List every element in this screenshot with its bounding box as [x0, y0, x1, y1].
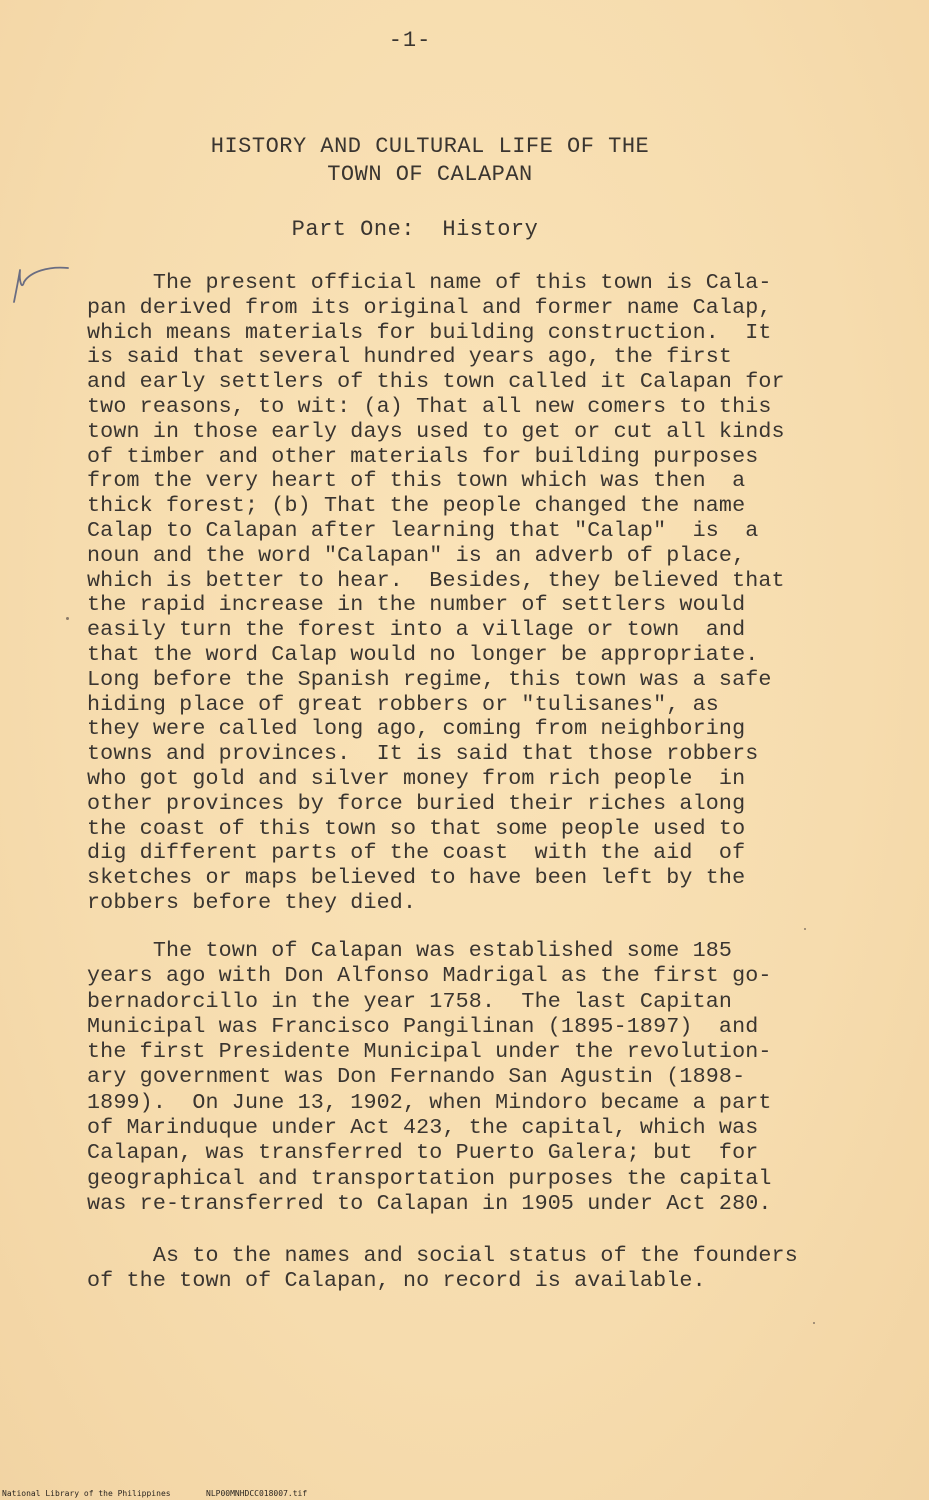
document-title: HISTORY AND CULTURAL LIFE OF THE TOWN OF CALAPAN	[210, 134, 650, 187]
paper-speck	[813, 1322, 815, 1324]
text-line: noun and the word "Calapan" is an adverb of place,	[87, 542, 746, 568]
footer-filename: NLP00MNHDCC018007.tif	[206, 1489, 308, 1498]
text-line: that the word Calap would no longer be appropriate.	[87, 641, 759, 667]
paragraph-3	[87, 1244, 798, 1294]
footer-library: National Library of the Philippines	[2, 1489, 171, 1498]
pencil-checkmark-icon	[8, 262, 72, 308]
text-line: easily turn the forest into a village or town and	[87, 617, 746, 643]
text-line: and early settlers of this town called it Calapan for	[87, 369, 785, 395]
text-line: who got gold and silver money from rich people in	[87, 765, 746, 791]
text-line: ary government was Don Fernando San Agustin (1898-	[87, 1064, 746, 1090]
text-line: town in those early days used to get or cut all kinds	[87, 418, 785, 444]
text-line: they were called long ago, coming from neighboring	[87, 716, 746, 742]
text-line: which is better to hear. Besides, they believed that	[87, 567, 785, 593]
text-line: The town of Calapan was established some 185	[87, 938, 733, 963]
text-line: dig different parts of the coast with the aid of	[87, 840, 746, 866]
text-line: the coast of this town so that some people used to	[87, 815, 746, 841]
text-line: was re-transferred to Calapan in 1905 under Act 280.	[87, 1190, 772, 1216]
text-line: robbers before they died.	[87, 889, 417, 915]
paper-speck	[66, 617, 69, 620]
text-line: of Marinduque under Act 423, the capital, which was	[87, 1115, 759, 1141]
text-line: The present official name of this town is Cala-	[87, 270, 772, 295]
text-line: the first Presidente Municipal under the revolution-	[87, 1039, 772, 1065]
text-line: bernadorcillo in the year 1758. The last Capitan	[87, 988, 733, 1014]
text-line: is said that several hundred years ago, the first	[87, 344, 733, 370]
text-line: As to the names and social status of the founders	[87, 1243, 798, 1268]
text-line: sketches or maps believed to have been left by the	[87, 865, 746, 891]
text-line: of the town of Calapan, no record is available.	[87, 1267, 706, 1293]
text-line: hiding place of great robbers or "tulisanes", as	[87, 691, 719, 717]
text-line: Calapan, was transferred to Puerto Galera; but for	[87, 1140, 759, 1166]
text-line: two reasons, to wit: (a) That all new comers to this	[87, 393, 772, 419]
text-line: pan derived from its original and former name Calap,	[87, 294, 772, 320]
text-line: 1899). On June 13, 1902, when Mindoro became a part	[87, 1089, 772, 1115]
text-line: towns and provinces. It is said that those robbers	[87, 741, 759, 767]
section-heading: Part One: History	[291, 217, 539, 242]
text-line: geographical and transportation purposes the capital	[87, 1165, 772, 1191]
paper-speck	[804, 928, 806, 930]
text-line: other provinces by force buried their riches along	[87, 790, 746, 816]
text-line: Calap to Calapan after learning that "Calap" is a	[87, 517, 759, 543]
paragraph-2	[87, 938, 772, 1216]
text-line: from the very heart of this town which was then a	[87, 468, 746, 494]
text-line: which means materials for building construction. It	[87, 319, 772, 345]
paragraph-1	[87, 271, 785, 916]
text-line: thick forest; (b) That the people changed the name	[87, 493, 746, 519]
text-line: Municipal was Francisco Pangilinan (1895-1897) and	[87, 1013, 759, 1039]
text-line: years ago with Don Alfonso Madrigal as the first go-	[87, 963, 772, 989]
text-line: the rapid increase in the number of settlers would	[87, 592, 746, 618]
text-line: Long before the Spanish regime, this town was a safe	[87, 666, 772, 692]
page-number: -1-	[388, 28, 432, 53]
text-line: of timber and other materials for building purposes	[87, 443, 759, 469]
